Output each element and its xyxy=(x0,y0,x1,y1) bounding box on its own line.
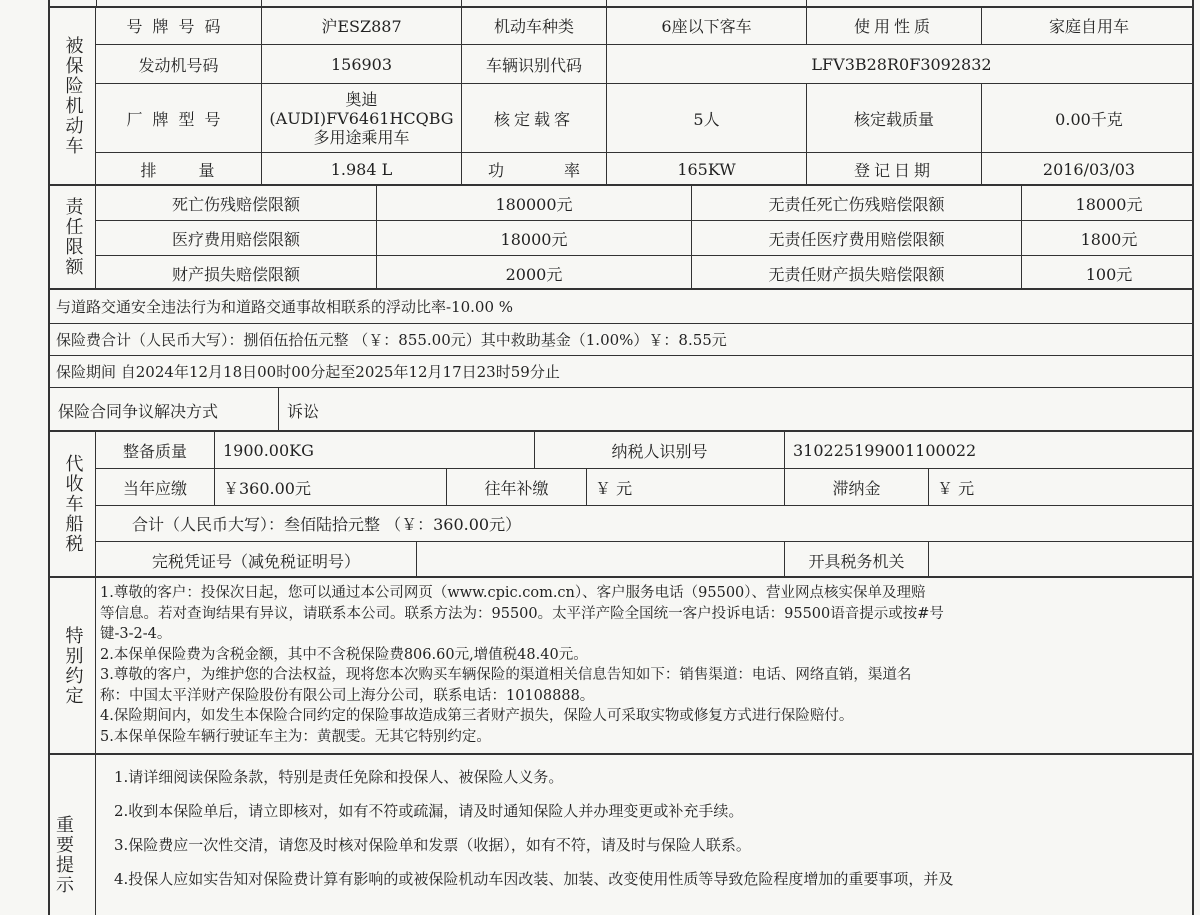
use-label: 使用性质 xyxy=(806,7,981,44)
vin-value: LFV3B28R0F3092832 xyxy=(606,45,1196,83)
special-term-line: 1.尊敬的客户：投保次日起，您可以通过本公司网页（www.cpic.com.cn）、客户服务电话（95500）、营业网点核实保单及理赔 xyxy=(100,585,926,601)
liability-row xyxy=(96,186,1192,221)
premium-text: 保险费合计（人民币大写）：捌佰伍拾伍元整 （￥：855.00元）其中救助基金（1.00%）￥：8.55元 xyxy=(50,324,1192,356)
liability-value: 18000元 xyxy=(376,221,691,255)
engine-value: 156903 xyxy=(261,45,461,83)
period-text: 保险期间 自2024年12月18日00时00分起至2025年12月17日23时59分止 xyxy=(50,356,1192,388)
seats-label: 核定载客 xyxy=(461,84,606,152)
tax-cert-value xyxy=(416,542,784,578)
vehicle-type-label: 机动车种类 xyxy=(461,7,606,44)
no-fault-label: 无责任医疗费用赔偿限额 xyxy=(691,221,1021,255)
brand-line-3: 多用途乘用车 xyxy=(313,127,410,147)
liability-label: 财产损失赔偿限额 xyxy=(171,264,300,284)
vehicle-row-plate xyxy=(96,7,1192,45)
dispute-row xyxy=(50,388,1192,432)
special-term-line: 键-3-2-4。 xyxy=(100,626,172,642)
notice-line: 1.请详细阅读保险条款，特别是责任免除和投保人、被保险人义务。 xyxy=(114,768,564,786)
liability-label: 医疗费用赔偿限额 xyxy=(171,229,300,249)
liability-value: 180000元 xyxy=(376,186,691,220)
no-fault-value: 100元 xyxy=(1021,256,1196,290)
prev-tax-label: 往年补缴 xyxy=(446,469,586,505)
use-value: 家庭自用车 xyxy=(981,7,1196,44)
float-rate-text: 与道路交通安全违法行为和道路交通事故相联系的浮动比率-10.00 % xyxy=(50,290,1192,324)
taxpayer-value: 310225199001100022 xyxy=(784,432,1196,468)
special-section-label: 特别约定 xyxy=(50,578,96,753)
vehicle-section-label: 被保险机动车 xyxy=(50,7,96,184)
tax-row-total xyxy=(96,506,1192,542)
late-fee-label: 滞纳金 xyxy=(784,469,928,505)
brand-line-2: (AUDI)FV6461HCQBG xyxy=(269,108,454,128)
plate-label: 号牌号码 xyxy=(126,17,231,36)
vehicle-row-displacement xyxy=(96,153,1192,186)
no-fault-value: 18000元 xyxy=(1021,186,1196,220)
prev-tax-value: ￥ 元 xyxy=(586,469,784,505)
tax-section-label: 代收车船税 xyxy=(50,432,96,576)
brand-line-1: 奥迪 xyxy=(345,89,378,109)
no-fault-label: 无责任财产损失赔偿限额 xyxy=(691,256,1021,290)
vehicle-row-engine xyxy=(96,45,1192,84)
displacement-value: 1.984 L xyxy=(261,153,461,186)
tax-office-label: 开具税务机关 xyxy=(784,542,928,578)
reg-date-value: 2016/03/03 xyxy=(981,153,1196,186)
weight-value: 1900.00KG xyxy=(214,432,534,468)
notice-line: 2.收到本保险单后，请立即核对，如有不符或疏漏，请及时通知保险人并办理变更或补充手续。 xyxy=(114,802,744,820)
current-tax-value: ￥360.00元 xyxy=(214,469,446,505)
tax-cert-label: 完税凭证号（减免税证明号） xyxy=(151,551,360,571)
tax-row-amounts xyxy=(96,469,1192,506)
no-fault-label: 无责任死亡伤残赔偿限额 xyxy=(691,186,1021,220)
brand-value xyxy=(261,84,461,152)
tax-row-weight xyxy=(96,432,1192,469)
special-term-line: 等信息。若对查询结果有异议，请联系本公司。联系方法为：95500。太平洋产险全国统一客户投诉电话：95500语音提示或按#号 xyxy=(100,605,944,622)
notice-line: 3.保险费应一次性交清，请您及时核对保险单和发票（收据），如有不符，请及时与保险人联系。 xyxy=(114,836,751,854)
important-notice-section xyxy=(48,755,1194,915)
special-term-line: 3.尊敬的客户，为维护您的合法权益，现将您本次购买车辆保险的渠道相关信息告知如下：销售渠道：电话、网络直销，渠道名 xyxy=(100,667,912,683)
liability-section xyxy=(48,186,1194,290)
late-fee-value: ￥ 元 xyxy=(928,469,1196,505)
vin-label: 车辆识别代码 xyxy=(461,45,606,83)
liability-row xyxy=(96,256,1192,290)
vehicle-tax-section xyxy=(48,432,1194,578)
power-label: 功率 xyxy=(461,153,606,186)
special-term-line: 2.本保单保险费为含税金额，其中不含税保险费806.60元,增值税48.40元。 xyxy=(100,646,588,663)
load-label: 核定载质量 xyxy=(806,84,981,152)
taxpayer-label: 纳税人识别号 xyxy=(534,432,784,468)
vehicle-row-brand xyxy=(96,84,1192,153)
tax-office-value xyxy=(928,542,1196,578)
notice-line: 4.投保人应如实告知对保险费计算有影响的或被保险机动车因改装、加装、改变使用性质等导致危险程度增加的重要事项，并及 xyxy=(114,870,954,888)
liability-value: 2000元 xyxy=(376,256,691,290)
special-term-line: 5.本保单保险车辆行驶证车主为：黄靓雯。无其它特别约定。 xyxy=(100,728,491,745)
dispute-value: 诉讼 xyxy=(278,388,1148,432)
special-term-line: 4.保险期间内，如发生本保险合同约定的保险事故造成第三者财产损失，保险人可采取实物或修复方式进行保险赔付。 xyxy=(100,708,854,724)
load-value: 0.00千克 xyxy=(981,84,1196,152)
liability-section-label: 责任限额 xyxy=(50,186,96,288)
special-terms-section xyxy=(48,578,1194,755)
no-fault-value: 1800元 xyxy=(1021,221,1196,255)
notice-section-label: 重要提示 xyxy=(50,755,96,915)
tax-row-certificate xyxy=(96,542,1192,578)
power-value: 165KW xyxy=(606,153,806,186)
tax-total-text: 合计（人民币大写）：叁佰陆拾元整 （￥：360.00元） xyxy=(132,515,522,534)
weight-label: 整备质量 xyxy=(122,441,187,461)
vehicle-type-value: 6座以下客车 xyxy=(606,7,806,44)
liability-label: 死亡伤残赔偿限额 xyxy=(171,194,300,214)
current-tax-label: 当年应缴 xyxy=(122,478,187,498)
reg-date-label: 登记日期 xyxy=(806,153,981,186)
brand-label: 厂牌型号 xyxy=(126,109,231,129)
seats-value: 5人 xyxy=(606,84,806,152)
engine-label: 发动机号码 xyxy=(138,55,219,75)
vehicle-section xyxy=(48,7,1194,186)
displacement-label: 排量 xyxy=(140,161,257,180)
plate-value: 沪ESZ887 xyxy=(261,7,461,44)
dispute-label: 保险合同争议解决方式 xyxy=(58,401,219,421)
special-term-line: 称：中国太平洋财产保险股份有限公司上海分公司，联系电话：10108888。 xyxy=(100,687,595,704)
liability-row xyxy=(96,221,1192,256)
policy-info-section xyxy=(48,290,1194,432)
